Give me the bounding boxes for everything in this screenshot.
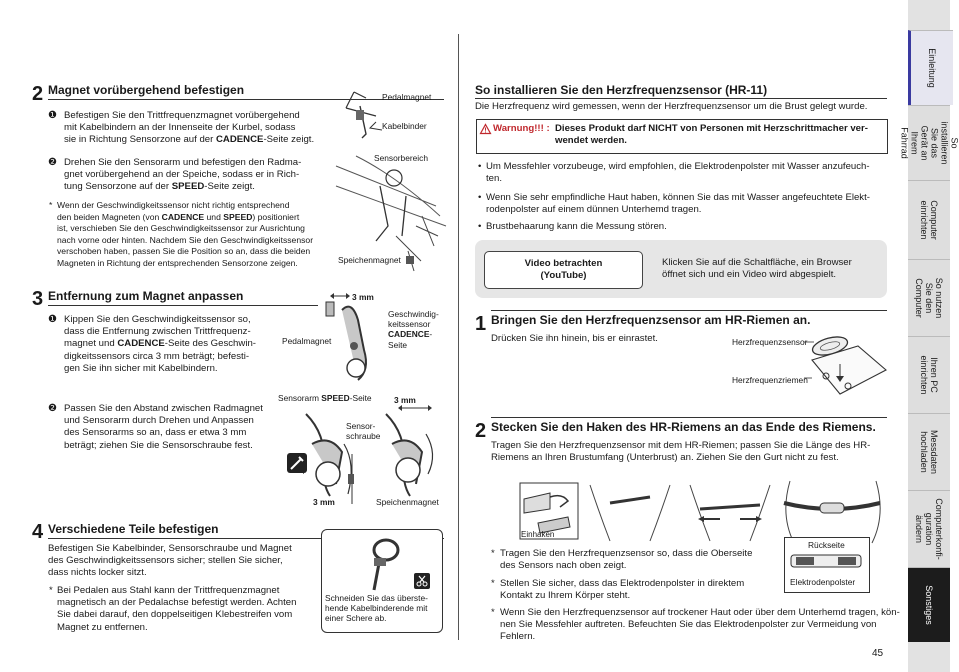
cable-tie-icon <box>360 534 420 592</box>
label-einhaken: Einhaken <box>521 530 555 539</box>
s2-note-text: Wenn der Geschwindigkeitssensor nicht richtig entsprechend den beiden Magneten (von CADENCE und SPEED) positioniert ist, verschieben Sie den Geschwindigkeitssensor zur Ausrichtung nach vorne oder hinten. Nachdem Sie den Geschwindigkeitssensor verschoben haben, passen Sie die Position so an, dass die beiden Magneten in Richtung der entsprechenden Sensorzone zeigen. <box>57 200 314 268</box>
step-2-number: 2 <box>475 420 487 442</box>
step-2-rule <box>491 417 887 418</box>
step-2-note-3: Wenn Sie den Herzfrequenzsensor auf trockener Haut oder über dem Unterhemd tragen, kön- nen Sie Messfehler auftreten. Befeuchten Sie das Elektrodenpolster zur Vermeidung von Fehlern. <box>500 607 900 643</box>
section-2-number: 2 <box>32 83 44 105</box>
bike-sensor-illustration <box>336 86 446 276</box>
s3-b2-mark: ❷ <box>48 403 57 414</box>
label-kabelbinder: Kabelbinder <box>382 121 427 131</box>
section-4-title: Verschiedene Teile befestigen <box>48 522 219 536</box>
video-text: Klicken Sie auf die Schaltfläche, ein Browser öffnet sich und ein Video wird abgespielt. <box>662 257 852 281</box>
label-pedalmagnet-top: Pedalmagnet <box>382 92 432 102</box>
s2-b1-mark: ❶ <box>48 110 57 121</box>
warning-triangle-icon <box>480 124 491 134</box>
step-2-title: Stecken Sie den Haken des HR-Riemens an das Ende des Riemens. <box>491 420 876 434</box>
hr-bullet-1: Um Messfehler vorzubeuge, wird empfohlen, die Elektrodenpolster mit Wasser anzufeuch- ten. <box>486 161 870 185</box>
step-2-note-1: Tragen Sie den Herzfrequenzsensor so, dass die Oberseite des Sensors nach oben zeigt. <box>500 548 753 572</box>
hr-bullet-mark-3: • <box>478 221 482 232</box>
label-geschwindigkeitssensor: Geschwindig- keitssensor CADENCE- Seite <box>388 309 439 350</box>
tool-icon <box>287 453 307 475</box>
s3-b2-text: Passen Sie den Abstand zwischen Radmagnet und Sensorarm durch Drehen und Anpassen des Sensorarms so an, dass er etwa 3 mm beträgt; ziehen Sie die Sensorschraube fest. <box>64 403 263 451</box>
s4-note: Bei Pedalen aus Stahl kann der Trittfrequenzmagnet magnetisch an der Pedalachse befestigt werden. Achten Sie dabei darauf, den doppelseitigen Klebestreifen vom Magnet zu entfernen. <box>57 585 297 633</box>
label-herzfrequenzriemen: Herzfrequenzriemen <box>732 375 808 385</box>
label-3mm-c: 3 mm <box>313 497 335 507</box>
label-3mm-b: 3 mm <box>394 395 416 405</box>
s2-note-mark: * <box>49 200 53 210</box>
step-2-note-mark-1: * <box>491 548 495 559</box>
hr-bullet-mark-2: • <box>478 192 482 203</box>
s2-b2-mark: ❷ <box>48 157 57 168</box>
tab-konfiguration[interactable]: Computerkonfi-guration ändern <box>908 490 950 567</box>
s3-b1-mark: ❶ <box>48 314 57 325</box>
label-elektrodenpolster: Elektrodenpolster <box>790 577 856 587</box>
section-3-rule <box>48 305 318 306</box>
warning-label: Warnung!!! : <box>493 123 550 134</box>
step-1-rule <box>491 310 887 311</box>
label-3mm-a: 3 mm <box>352 292 374 302</box>
label-rueckseite: Rückseite <box>808 540 845 550</box>
s2-b2-text: Drehen Sie den Sensorarm und befestigen den Radma- gnet vorübergehend an der Speiche, sodass er in Rich- tung Sensorzone auf der SPEED-Seite zeigt. <box>64 157 302 193</box>
tab-sonstiges[interactable]: Sonstiges <box>908 567 950 642</box>
svg-text:+: + <box>301 467 307 477</box>
label-speichenmagnet-bottom: Speichenmagnet <box>376 497 439 507</box>
label-sensorschraube: Sensor- schraube <box>346 421 381 441</box>
hr-bullet-2: Wenn Sie sehr empfindliche Haut haben, können Sie das mit Wasser angefeuchtete Elekt- rodenpolster auf einem dünnen Unterhemd tragen. <box>486 192 870 216</box>
section-4-number: 4 <box>32 521 44 543</box>
hr-bullet-mark-1: • <box>478 161 482 172</box>
electrode-pad-illustration <box>790 552 862 570</box>
step-1-title: Bringen Sie den Herzfrequenzsensor am HR-Riemen an. <box>491 313 811 327</box>
label-sensorarm-speed: Sensorarm SPEED-Seite <box>278 393 372 403</box>
label-pedalmagnet-mid: Pedalmagnet <box>282 336 332 346</box>
section-3-title: Entfernung zum Magnet anpassen <box>48 289 244 303</box>
label-herzfrequenzsensor: Herzfrequenzsensor <box>732 337 808 347</box>
step-2-note-mark-3: * <box>491 607 495 618</box>
s2-b1-text: Befestigen Sie den Trittfrequenzmagnet vorübergehend mit Kabelbindern an der Innenseite der Kurbel, sodass sie in Richtung Sensorzone auf der CADENCE-Seite zeigt. <box>64 110 315 146</box>
warning-text: Dieses Produkt darf NICHT von Personen mit Herzschrittmacher ver- wendet werden. <box>555 123 868 147</box>
label-speichenmagnet-top: Speichenmagnet <box>338 255 401 265</box>
tab-computer-nutzen[interactable]: So nutzen Sie den Computer <box>908 259 950 336</box>
video-button[interactable]: Video betrachten (YouTube) <box>484 251 643 289</box>
step-2-note-mark-2: * <box>491 578 495 589</box>
s3-b1-text: Kippen Sie den Geschwindigkeitssensor so, dass die Entfernung zwischen Trittfrequenz- magnet und CADENCE-Seite des Geschwin- digkeitssensors circa 3 mm beträgt; befesti- gen Sie ihn sicher mit Kabelbindern. <box>64 314 256 374</box>
hr-bullet-3: Brustbehaarung kann die Messung stören. <box>486 221 667 232</box>
tab-installieren[interactable]: So installieren Sie das Gerät an Ihrem Fahrrad <box>908 105 950 180</box>
step-1-body: Drücken Sie ihn hinein, bis er einrastet. <box>491 333 658 344</box>
tab-einleitung[interactable]: Einleitung <box>908 30 953 105</box>
page-number: 45 <box>872 648 884 659</box>
section-2-title: Magnet vorübergehend befestigen <box>48 83 245 97</box>
step-1-number: 1 <box>475 313 487 335</box>
s4-note-mark: * <box>49 585 53 596</box>
s4-body: Befestigen Sie Kabelbinder, Sensorschraube und Magnet des Geschwindigkeitssensors sicher; stellen Sie sicher, dass nichts locker sitzt. <box>48 543 292 579</box>
hr-section-title: So installieren Sie den Herzfrequenzsensor (HR-11) <box>475 83 768 97</box>
hr-intro: Die Herzfrequenz wird gemessen, wenn der Herzfrequenzsensor um die Brust gelegt wurde. <box>475 101 868 112</box>
step-2-note-2: Stellen Sie sicher, dass das Elektrodenpolster in direktem Kontakt zu Ihrem Körper steht. <box>500 578 745 602</box>
hr-section-rule <box>475 98 887 99</box>
section-3-number: 3 <box>32 288 44 310</box>
hr-sensor-illustration <box>800 330 890 410</box>
tab-pc-einrichten[interactable]: Ihren PC einrichten <box>908 336 950 413</box>
column-divider <box>458 34 459 640</box>
cable-tie-caption: Schneiden Sie das überste- hende Kabelbinderende mit einer Schere ab. <box>325 593 428 624</box>
step-2-body: Tragen Sie den Herzfrequenzsensor mit dem HR-Riemen; passen Sie die Länge des HR- Riemens an Ihren Brustumfang (Unterbrust) an. Ziehen Sie den Gurt nicht zu fest. <box>491 440 871 464</box>
scissors-icon <box>414 573 430 589</box>
tab-computer-einrichten[interactable]: Computer einrichten <box>908 180 950 259</box>
label-sensorbereich: Sensorbereich <box>374 153 429 163</box>
tab-messdaten[interactable]: Messdaten hochladen <box>908 413 950 490</box>
torso-strap-illustration <box>580 475 880 545</box>
